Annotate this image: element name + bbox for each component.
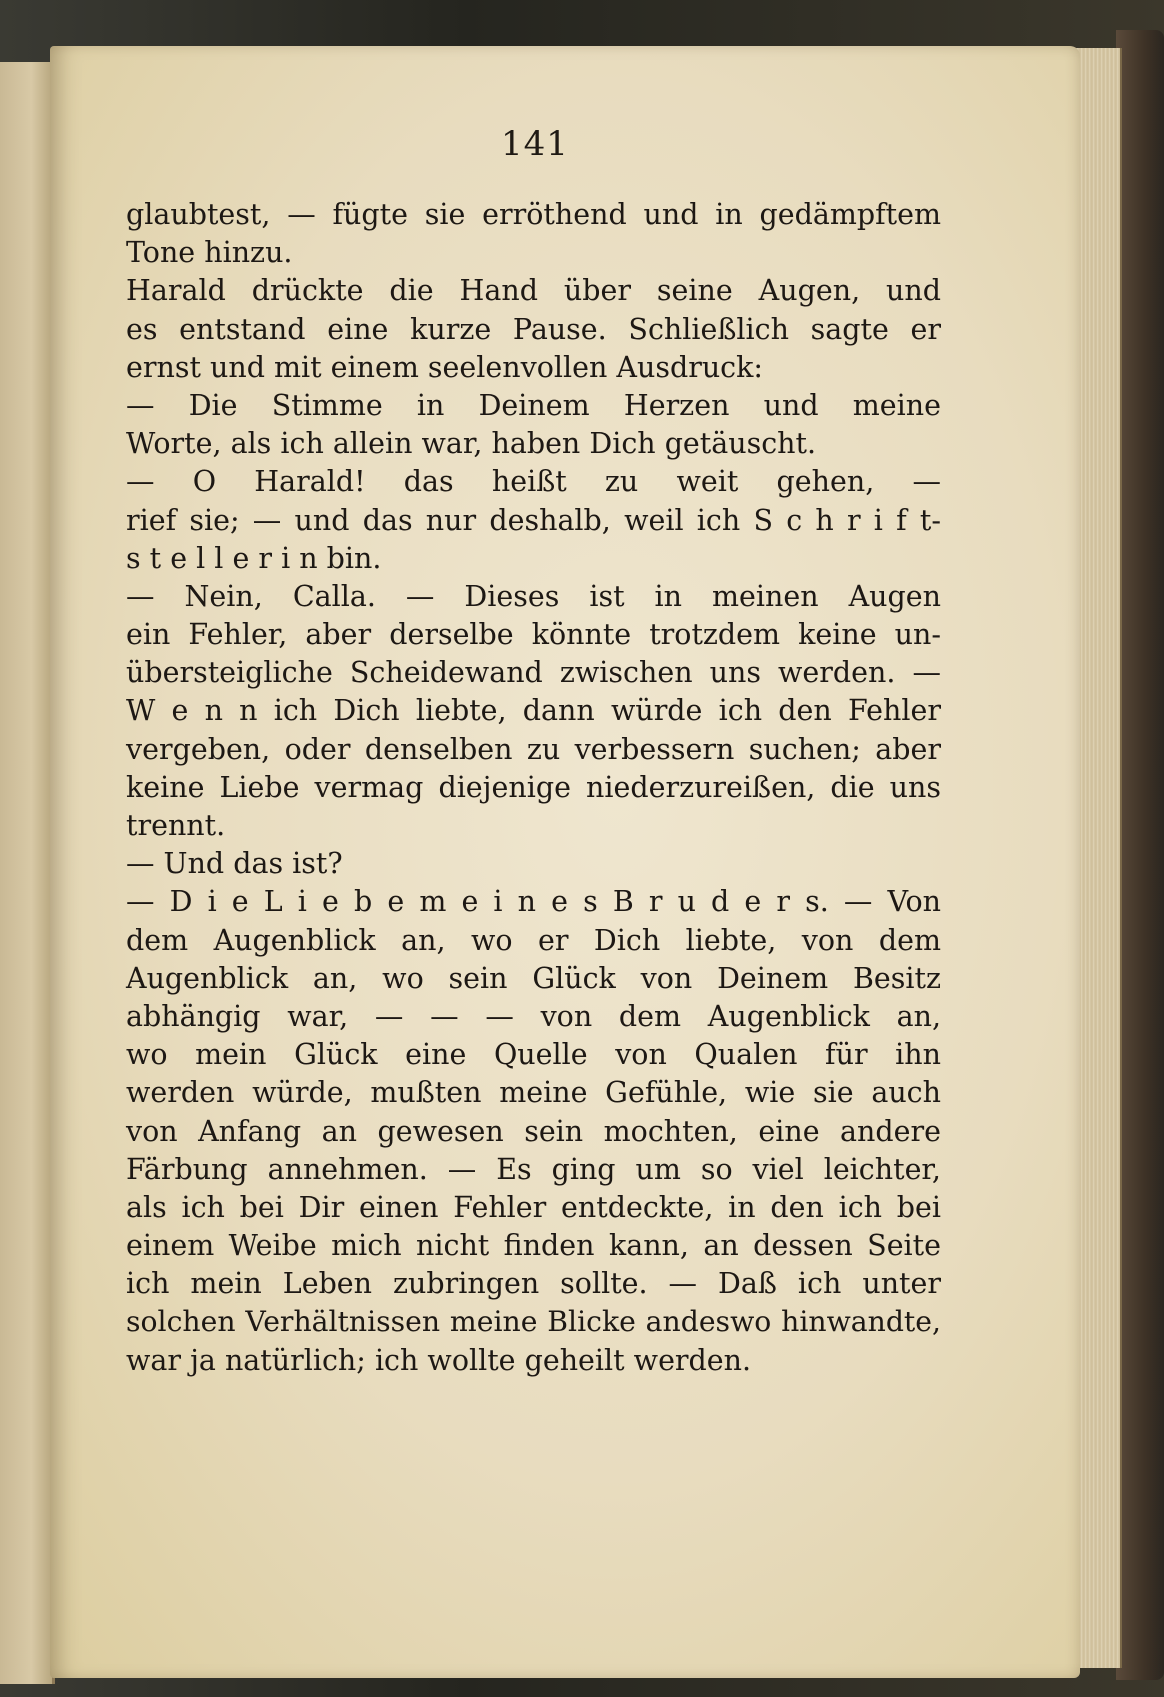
text-line: ernst und mit einem seelenvollen Ausdruck: (126, 350, 764, 384)
text-line: vergeben, oder denselben zu verbessern suchen; aber (126, 732, 941, 766)
text-line: dem Augenblick an, wo er Dich liebte, von dem (126, 923, 941, 957)
text-line: s t e l l e r i n bin. (126, 541, 382, 575)
text-line: als ich bei Dir einen Fehler entdeckte, in den ich bei (126, 1190, 941, 1224)
text-line: keine Liebe vermag diejenige niederzureißen, die uns (126, 770, 941, 804)
text-line: Tone hinzu. (126, 236, 293, 270)
text-line: — Und das ist? (126, 847, 343, 881)
text-line: übersteigliche Scheidewand zwischen uns werden. — (126, 656, 941, 690)
text-line: ich mein Leben zubringen sollte. — Daß ich unter (126, 1267, 941, 1301)
text-line: einem Weibe mich nicht finden kann, an dessen Seite (126, 1229, 941, 1263)
text-line: werden würde, mußten meine Gefühle, wie sie auch (126, 1076, 941, 1110)
text-line: rief sie; — und das nur deshalb, weil ich S c h r i f t- (126, 503, 941, 537)
text-line: Worte, als ich allein war, haben Dich getäuscht. (126, 427, 817, 461)
text-line: abhängig war, — — — von dem Augenblick an, (126, 999, 941, 1033)
book-cover-edge (1116, 30, 1164, 1680)
text-line: Augenblick an, wo sein Glück von Deinem Besitz (126, 961, 941, 995)
left-page-edge (0, 62, 55, 1684)
text-line: solchen Verhältnissen meine Blicke andeswo hinwandte, (126, 1305, 941, 1339)
text-line: es entstand eine kurze Pause. Schließlich sagte er (126, 312, 941, 346)
text-line: wo mein Glück eine Quelle von Qualen für ihn (126, 1038, 941, 1072)
text-line: war ja natürlich; ich wollte geheilt werden. (126, 1343, 752, 1377)
page-number: 141 (501, 124, 569, 164)
text-line: — Nein, Calla. — Dieses ist in meinen Augen (126, 579, 941, 613)
text-line: von Anfang an gewesen sein mochten, eine andere (126, 1114, 941, 1148)
text-line: — D i e L i e b e m e i n e s B r u d e r s. — Von (126, 885, 941, 919)
text-line: ein Fehler, aber derselbe könnte trotzdem keine un- (126, 618, 941, 652)
text-line: glaubtest, — fügte sie erröthend und in gedämpftem (126, 198, 941, 231)
text-line: trennt. (126, 809, 226, 842)
text-line: Harald drückte die Hand über seine Augen, und (126, 274, 941, 308)
text-line: W e n n ich Dich liebte, dann würde ich den Fehler (126, 694, 941, 728)
page-text (126, 196, 941, 1380)
text-line: Färbung annehmen. — Es ging um so viel leichter, (126, 1152, 941, 1186)
text-line: — Die Stimme in Deinem Herzen und meine (126, 388, 941, 422)
text-line: — O Harald! das heißt zu weit gehen, — (126, 465, 941, 499)
